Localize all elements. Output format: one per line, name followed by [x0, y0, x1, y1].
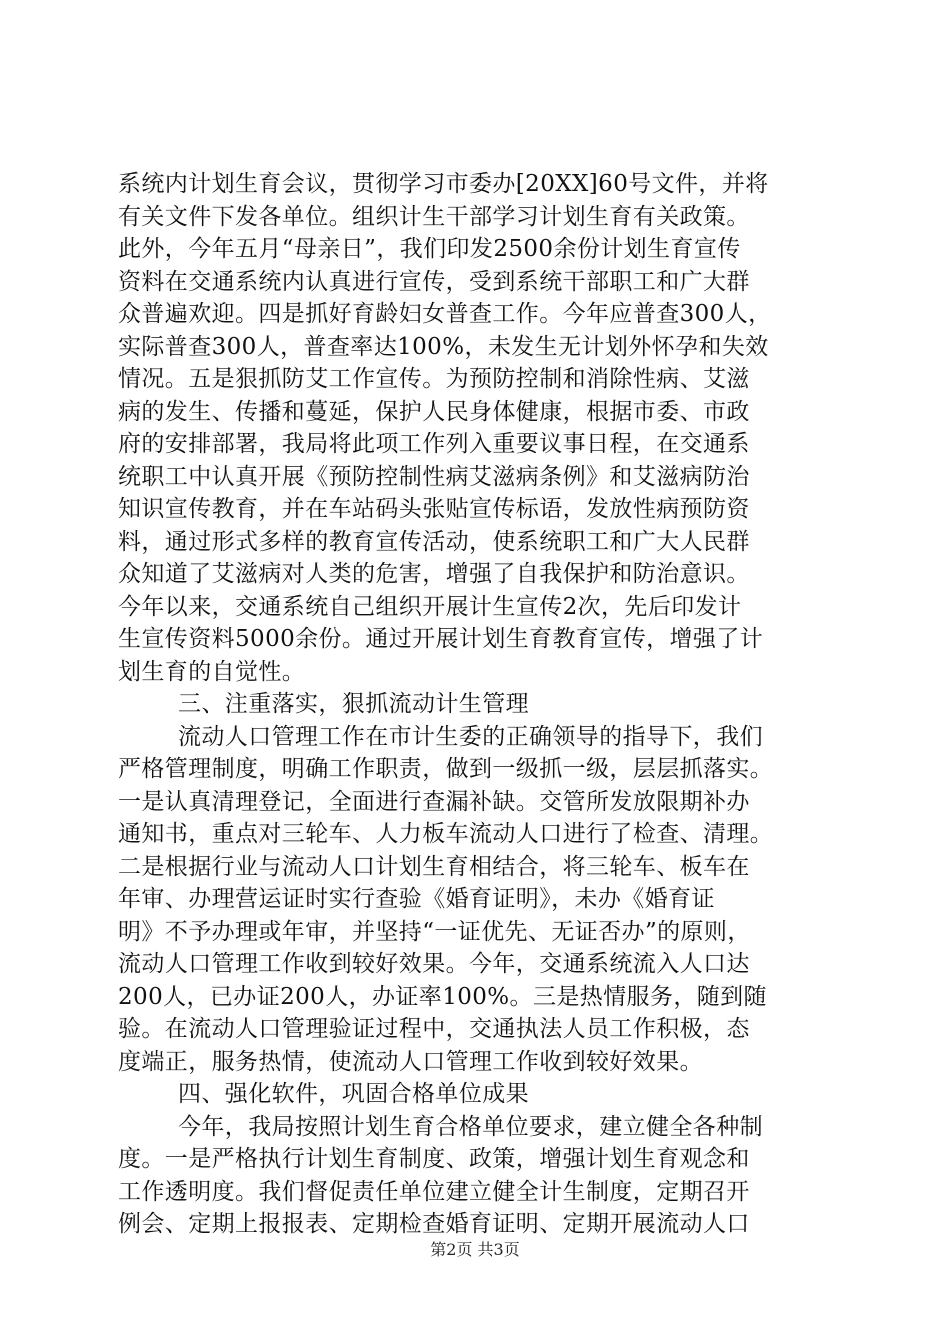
text-line: 度端正，服务热情，使流动人口管理工作收到较好效果。 — [118, 1048, 703, 1075]
text-line: 例会、定期上报报表、定期检查婚育证明、定期开展流动人口 — [118, 1211, 750, 1237]
text-line: 资料在交通系统内认真进行宣传，受到系统干部职工和广大群 — [118, 268, 750, 295]
text-line: 此外，今年五月“母亲日”，我们印发2500余份计划生育宣传 — [118, 236, 741, 262]
text-line: 知识宣传教育，并在车站码头张贴宣传标语，发放性病预防资 — [118, 496, 750, 522]
section-heading: 三、注重落实，狠抓流动计生管理 — [178, 691, 529, 717]
text-line: 众普遍欢迎。四是抓好育龄妇女普查工作。今年应普查300人， — [118, 301, 772, 327]
text-line: 众知道了艾滋病对人类的危害，增强了自我保护和防治意识。 — [118, 561, 750, 587]
text-line: 严格管理制度，明确工作职责，做到一级抓一级，层层抓落实。 — [118, 756, 774, 782]
text-line: 验。在流动人口管理验证过程中，交通执法人员工作积极，态 — [118, 1016, 750, 1042]
page-footer: 第2页 共3页 — [430, 1240, 520, 1259]
text-line: 划生育的自觉性。 — [118, 658, 306, 685]
text-line: 生宣传资料5000余份。通过开展计划生育教育宣传，增强了计 — [118, 626, 764, 652]
text-line: 200人，已办证200人，办证率100%。三是热情服务，随到随 — [118, 983, 767, 1010]
text-line: 病的发生、传播和蔓延，保护人民身体健康，根据市委、市政 — [118, 398, 750, 425]
text-line: 二是根据行业与流动人口计划生育相结合，将三轮车、板车在 — [118, 853, 750, 880]
text-line: 流动人口管理工作收到较好效果。今年，交通系统流入人口达 — [118, 951, 750, 977]
text-line: 年审、办理营运证时实行查验《婚育证明》，未办《婚育证 — [118, 886, 715, 912]
text-line: 通知书，重点对三轮车、人力板车流动人口进行了检查、清理。 — [118, 821, 774, 847]
text-line: 系统内计划生育会议，贯彻学习市委办[20XX]60号文件，并将 — [118, 171, 769, 197]
text-line: 度。一是严格执行计划生育制度、政策，增强计划生育观念和 — [118, 1146, 750, 1172]
text-line: 一是认真清理登记，全面进行查漏补缺。交管所发放限期补办 — [118, 788, 750, 815]
text-line: 有关文件下发各单位。组织计生干部学习计划生育有关政策。 — [118, 203, 750, 230]
text-line: 府的安排部署，我局将此项工作列入重要议事日程，在交通系 — [118, 431, 750, 457]
text-line: 流动人口管理工作在市计生委的正确领导的指导下，我们 — [178, 723, 763, 750]
text-line: 工作透明度。我们督促责任单位建立健全计生制度，定期召开 — [118, 1178, 750, 1205]
text-line: 明》不予办理或年审，并坚持“一证优先、无证否办”的原则， — [118, 918, 751, 945]
text-line: 情况。五是狠抓防艾工作宣传。为预防控制和消除性病、艾滋 — [118, 366, 750, 392]
text-line: 今年以来，交通系统自己组织开展计生宣传2次，先后印发计 — [118, 593, 742, 620]
text-line: 料，通过形式多样的教育宣传活动，使系统职工和广大人民群 — [118, 528, 750, 555]
text-line: 今年，我局按照计划生育合格单位要求，建立健全各种制 — [178, 1113, 763, 1140]
section-heading: 四、强化软件，巩固合格单位成果 — [178, 1081, 529, 1107]
text-line: 实际普查300人，普查率达100%，未发生无计划外怀孕和失效 — [118, 333, 769, 360]
text-line: 统职工中认真开展《预防控制性病艾滋病条例》和艾滋病防治 — [118, 463, 750, 490]
body-text — [118, 168, 838, 1241]
